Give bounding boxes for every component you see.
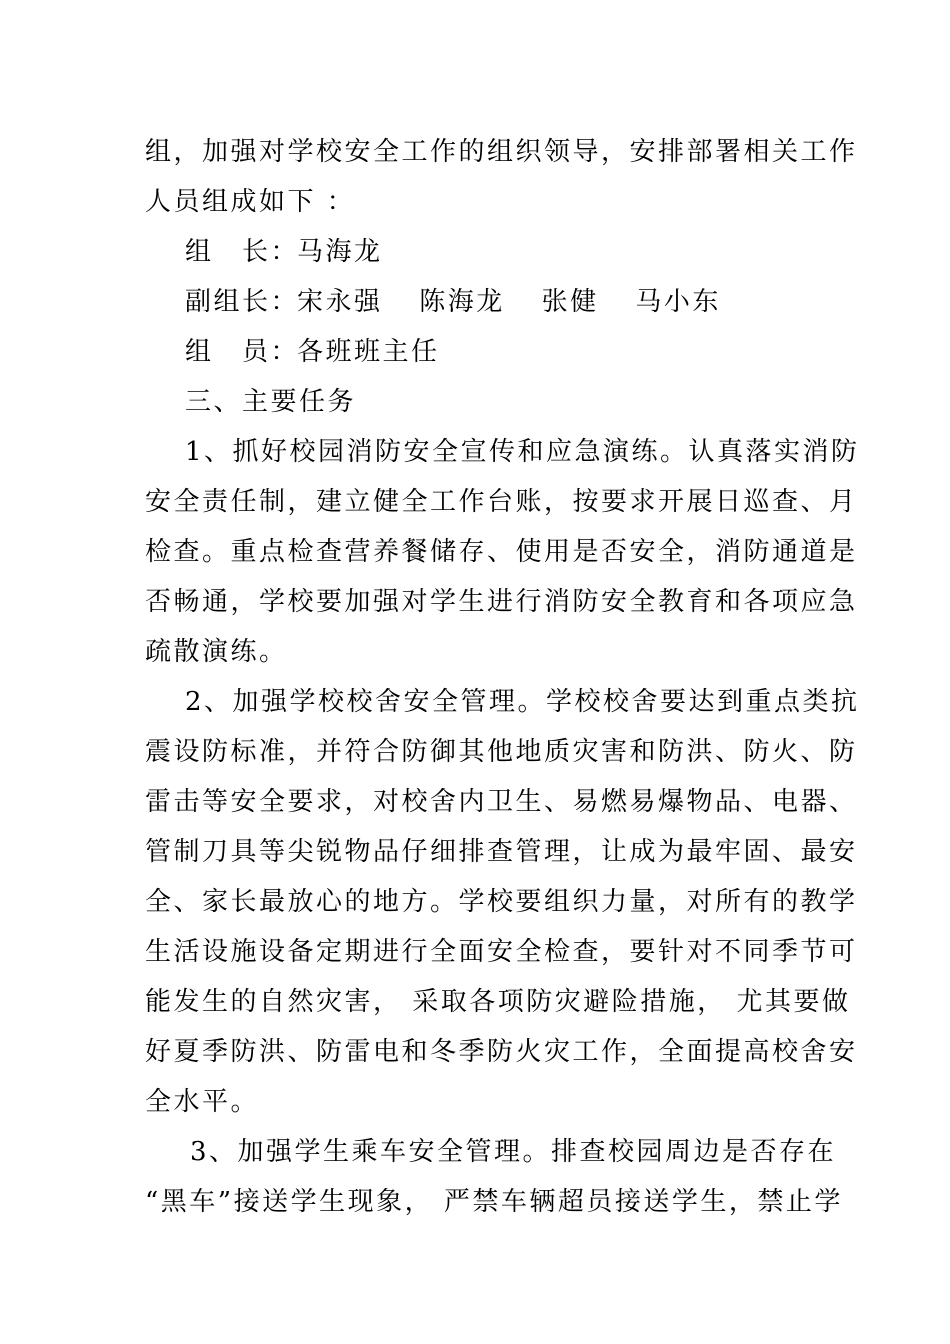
para2-line-2: 震设防标准，并符合防御其他地质灾害和防洪、防火、防 [145, 737, 858, 767]
para2-line-9: 全水平。 [145, 1087, 260, 1117]
para2-line-5: 全、家长最放心的地方。学校要组织力量，对所有的教学 [145, 887, 858, 917]
member-names [297, 236, 409, 268]
member-deputy [185, 286, 865, 318]
member-name: 马海龙 [297, 237, 383, 267]
text-line-1: 组，加强对学校安全工作的组织领导，安排部署相关工作 [145, 137, 858, 167]
member-name: 张健 [541, 287, 599, 317]
member-leader [185, 236, 865, 268]
para1-line-5: 疏散演练。 [145, 637, 288, 667]
para1-line-4: 否畅通，学校要加强对学生进行消防安全教育和各项应急 [145, 587, 858, 617]
para1-line-2: 安全责任制，建立健全工作台账，按要求开展日巡查、月 [145, 487, 858, 517]
member-name: 各班班主任 [297, 337, 440, 367]
member-names [297, 336, 466, 368]
para3-line-2: “黑车”接送学生现象， 严禁车辆超员接送学生，禁止学 [145, 1187, 843, 1217]
member-role: 组 员： [185, 337, 300, 367]
para1-line-3: 检查。重点检查营养餐储存、使用是否安全，消防通道是 [145, 537, 858, 567]
para2-line-3: 雷击等安全要求，对校舍内卫生、易燃易爆物品、电器、 [145, 787, 858, 817]
section-title: 三、主要任务 [185, 387, 357, 417]
member-staff [185, 336, 865, 368]
member-name: 马小东 [635, 287, 721, 317]
member-role: 副组长： [185, 287, 300, 317]
para2-line-7: 能发生的自然灾害， 采取各项防灾避险措施， 尤其要做 [145, 987, 851, 1017]
para2-line-6: 生活设施设备定期进行全面安全检查，要针对不同季节可 [145, 937, 858, 967]
member-name: 陈海龙 [419, 287, 505, 317]
para2-line-8: 好夏季防洪、防雷电和冬季防火灾工作，全面提高校舍安 [145, 1037, 858, 1067]
member-names [297, 286, 747, 318]
para1-line-1: 1、抓好校园消防安全宣传和应急演练。认真落实消防 [185, 437, 860, 467]
text-line-2: 人员组成如下 ： [145, 187, 356, 217]
para2-line-1: 2、加强学校校舍安全管理。学校校舍要达到重点类抗 [185, 687, 860, 717]
member-name: 宋永强 [297, 287, 383, 317]
para2-line-4: 管制刀具等尖锐物品仔细排查管理，让成为最牢固、最安 [145, 837, 858, 867]
para3-line-1: 3、加强学生乘车安全管理。排查校园周边是否存在 [190, 1137, 837, 1167]
member-role: 组 长： [185, 237, 300, 267]
